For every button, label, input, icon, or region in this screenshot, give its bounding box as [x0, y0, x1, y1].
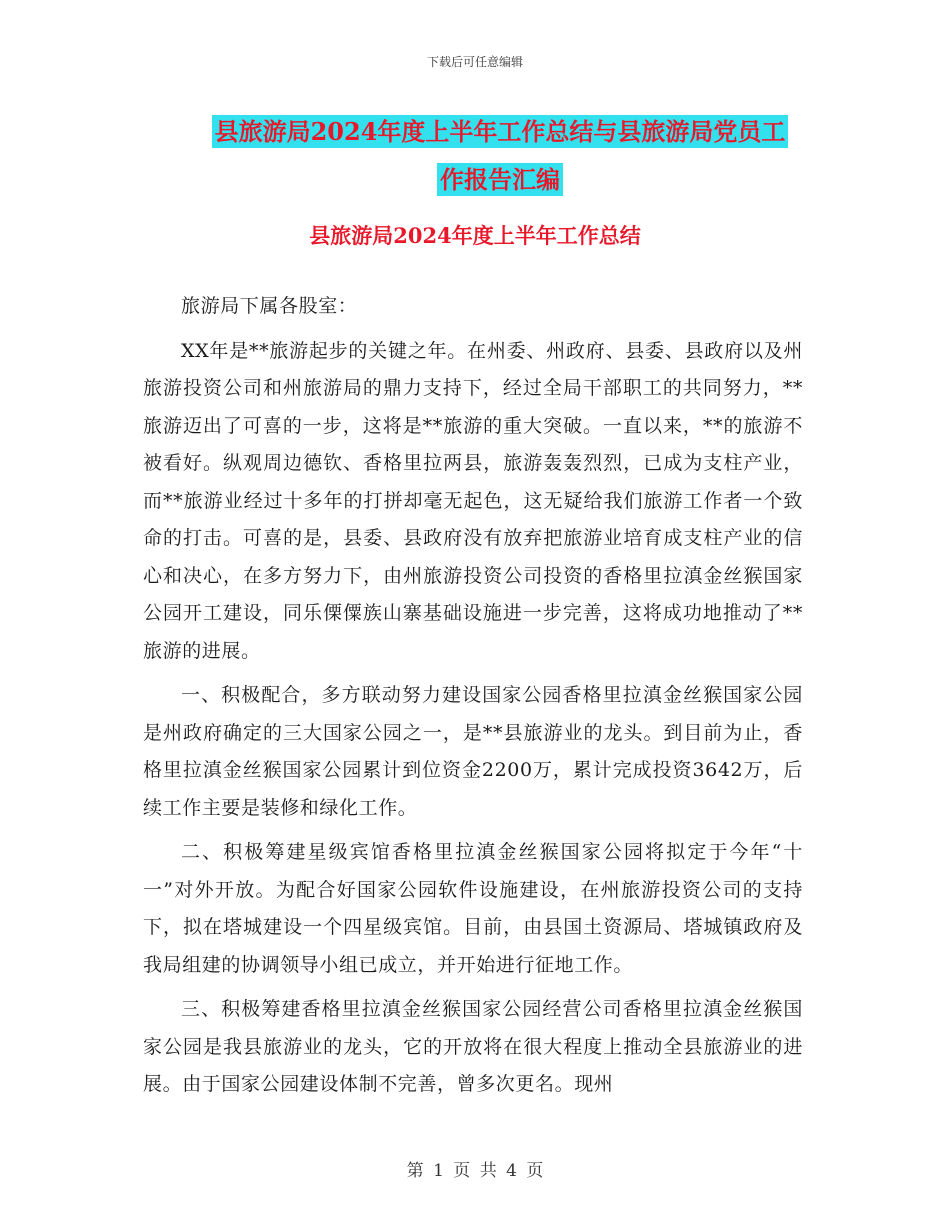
section-three-paragraph: 三、积极筹建香格里拉滇金丝猴国家公园经营公司香格里拉滇金丝猴国家公园是我县旅游业的龙头，它的开放将在很大程度上推动全县旅游业的进展。由于国家公园建设体制不完善，曾多次更名。现州: [143, 998, 803, 1095]
section-two-paragraph: 二、积极筹建星级宾馆香格里拉滇金丝猴国家公园将拟定于今年“十一”对外开放。为配合好国家公园软件设施建设，在州旅游投资公司的支持下，拟在塔城建设一个四星级宾馆。目前，由县国土资源局、塔城镇政府及我局组建的协调领导小组已成立，并开始进行征地工作。: [143, 841, 803, 976]
page-header-note: 下载后可任意编辑: [426, 55, 523, 69]
salutation-paragraph: 旅游局下属各股室：: [181, 295, 358, 317]
section-one-paragraph: 一、积极配合，多方联动努力建设国家公园香格里拉滇金丝猴国家公园是州政府确定的三大国家公园之一，是**县旅游业的龙头。到目前为止，香格里拉滇金丝猴国家公园累计到位资金2200万，累计完成投资3642万，后续工作主要是装修和绿化工作。: [143, 684, 803, 819]
document-body: [143, 288, 803, 1111]
document-title-line-1: 县旅游局2024年度上半年工作总结与县旅游局党员工: [212, 115, 789, 148]
document-title: [140, 108, 860, 204]
document-title-line-2: 作报告汇编: [437, 163, 563, 196]
intro-paragraph: XX年是**旅游起步的关键之年。在州委、州政府、县委、县政府以及州旅游投资公司和州旅游局的鼎力支持下，经过全局干部职工的共同努力，**旅游迈出了可喜的一步，这将是**旅游的重大突破。一直以来，**的旅游不被看好。纵观周边德钦、香格里拉两县，旅游轰轰烈烈，已成为支柱产业，而**旅游业经过十多年的打拼却毫无起色，这无疑给我们旅游工作者一个致命的打击。可喜的是，县委、县政府没有放弃把旅游业培育成支柱产业的信心和决心，在多方努力下，由州旅游投资公司投资的香格里拉滇金丝猴国家公园开工建设，同乐傈僳族山寨基础设施进一步完善，这将成功地推动了**旅游的进展。: [143, 339, 803, 662]
page-number-footer: 第 1 页 共 4 页: [406, 1161, 544, 1181]
section-title: 县旅游局2024年度上半年工作总结: [309, 223, 641, 248]
